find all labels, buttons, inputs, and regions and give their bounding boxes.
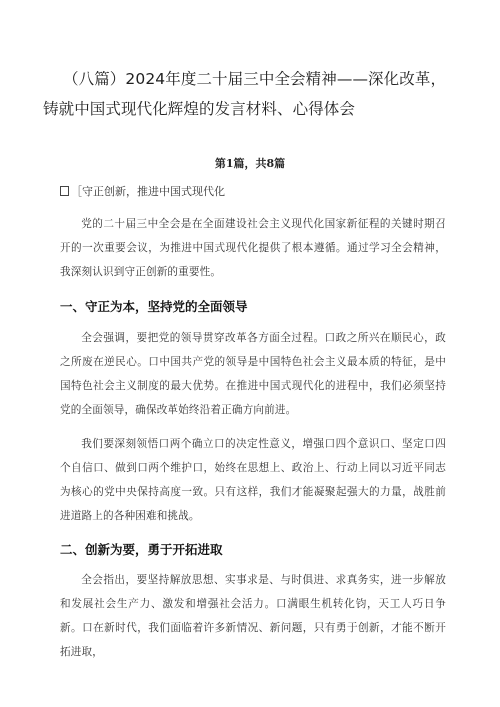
intro-paragraph: 党的二十届三中全会是在全面建设社会主义现代化国家新征程的关键时期召开的一次重要会议，为推进中国式现代化提供了根本遵循。通过学习全会精神，我深刻认识到守正创新的重要性。: [60, 218, 446, 278]
title-line-2: 铸就中国式现代化辉煌的发言材料、心得体会: [43, 100, 356, 118]
title-line-1: （八篇）2024年度二十届三中全会精神——深化改革，: [63, 70, 447, 88]
section-1-heading: 一、守正为本，坚持党的全面领导: [60, 299, 248, 314]
section-2-heading: 二、创新为要，勇于开拓进取: [60, 542, 223, 557]
section-2-paragraph-1: 全会指出，要坚持解放思想、实事求是、与时俱进、求真务实，进一步解放和发展社会生产力、激发和增强社会活力。口满眼生机转化钧，天工人巧日争新。口在新时代，我们面临着许多新情况、新问题，只有勇于创新，才能不断开拓进取，: [60, 574, 446, 658]
subheading: [60, 184, 446, 200]
part-label: 第1篇，共8篇: [214, 157, 286, 170]
section-1-paragraph-2: 我们要深刻领悟口两个确立口的决定性意义，增强口四个意识口、坚定口四个自信口、做到口两个维护口，始终在思想上、政治上、行动上同以习近平同志为核心的党中央保持高度一致。只有这样，我们才能凝聚起强大的力量，战胜前进道路上的各种困难和挑战。: [60, 438, 446, 522]
checkbox-icon: [60, 186, 69, 196]
document-title: [43, 64, 463, 124]
subheading-text: ［守正创新，推进中国式现代化: [71, 185, 225, 198]
section-1-paragraph-1: 全会强调，要把党的领导贯穿改革各方面全过程。口政之所兴在顺民心，政之所废在逆民心。口中国共产党的领导是中国特色社会主义最本质的特征，是中国特色社会主义制度的最大优势。在推进中国式现代化的进程中，我们必须坚持党的全面领导，确保改革始终沿着正确方向前进。: [60, 332, 446, 416]
